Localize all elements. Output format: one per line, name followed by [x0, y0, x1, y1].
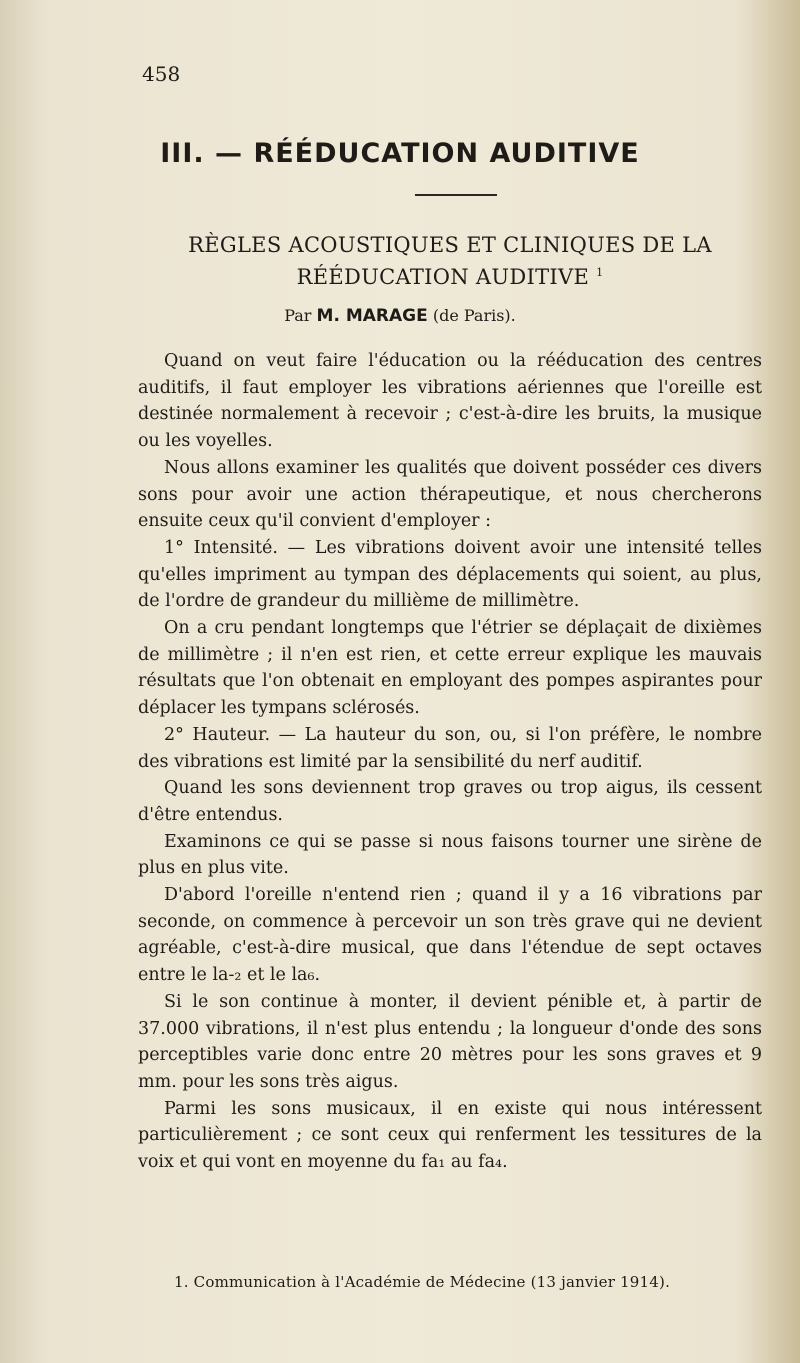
article-title-text: RÈGLES ACOUSTIQUES ET CLINIQUES DE LA RÉÉDUCATION AUDITIVE	[188, 233, 712, 289]
author-name: M. MARAGE	[316, 306, 428, 326]
page-number: 458	[142, 62, 181, 86]
article-body	[138, 348, 762, 1176]
title-divider	[415, 194, 497, 196]
paragraph: Examinons ce qui se passe si nous faisons tourner une sirène de plus en plus vite.	[138, 831, 762, 879]
section-title: III. — RÉÉDUCATION AUDITIVE	[160, 138, 640, 169]
paragraph: Quand on veut faire l'éducation ou la rééducation des centres auditifs, il faut employer les vibrations aériennes que l'oreille est destinée normalement à recevoir ; c'est-à-dire les bruits, la musique ou les voyelles.	[138, 351, 762, 452]
footnote: 1. Communication à l'Académie de Médecine (13 janvier 1914).	[174, 1273, 671, 1291]
paragraph: On a cru pendant longtemps que l'étrier se déplaçait de dixièmes de millimètre ; il n'en est rien, et cette erreur explique les mauvais résultats que l'on obtenait en employant des pompes aspirantes pour déplacer les tympans sclérosés.	[138, 618, 762, 719]
author-affiliation: (de Paris).	[432, 306, 516, 325]
paragraph: Parmi les sons musicaux, il en existe qui nous intéressent particulièrement ; ce sont ceux qui renferment les tessitures de la voix et qui vont en moyenne du fa₁ au fa₄.	[138, 1098, 762, 1173]
byline	[0, 306, 800, 326]
paragraph: 2° Hauteur. — La hauteur du son, ou, si l'on préfère, le nombre des vibrations est limité par la sensibilité du nerf auditif.	[138, 724, 762, 772]
paragraph: Si le son continue à monter, il devient pénible et, à partir de 37.000 vibrations, il n'est plus entendu ; la longueur d'onde des sons perceptibles varie donc entre 20 mètres pour les sons graves et 9 mm. pour les sons très aigus.	[138, 991, 762, 1092]
footnote-marker: 1	[596, 266, 604, 279]
byline-prefix: Par	[284, 306, 312, 325]
paragraph: D'abord l'oreille n'entend rien ; quand il y a 16 vibrations par seconde, on commence à percevoir un son très grave qui ne devient agréable, c'est-à-dire musical, que dans l'étendue de sept octaves entre le la-₂ et le la₆.	[138, 885, 762, 986]
paragraph: Nous allons examiner les qualités que doivent posséder ces divers sons pour avoir une action thérapeutique, et nous chercherons ensuite ceux qu'il convient d'employer :	[138, 457, 762, 532]
article-title	[140, 232, 760, 291]
paragraph: 1° Intensité. — Les vibrations doivent avoir une intensité telles qu'elles impriment au tympan des déplacements qui soient, au plus, de l'ordre de grandeur du millième de millimètre.	[138, 537, 762, 612]
paragraph: Quand les sons deviennent trop graves ou trop aigus, ils cessent d'être entendus.	[138, 778, 762, 825]
